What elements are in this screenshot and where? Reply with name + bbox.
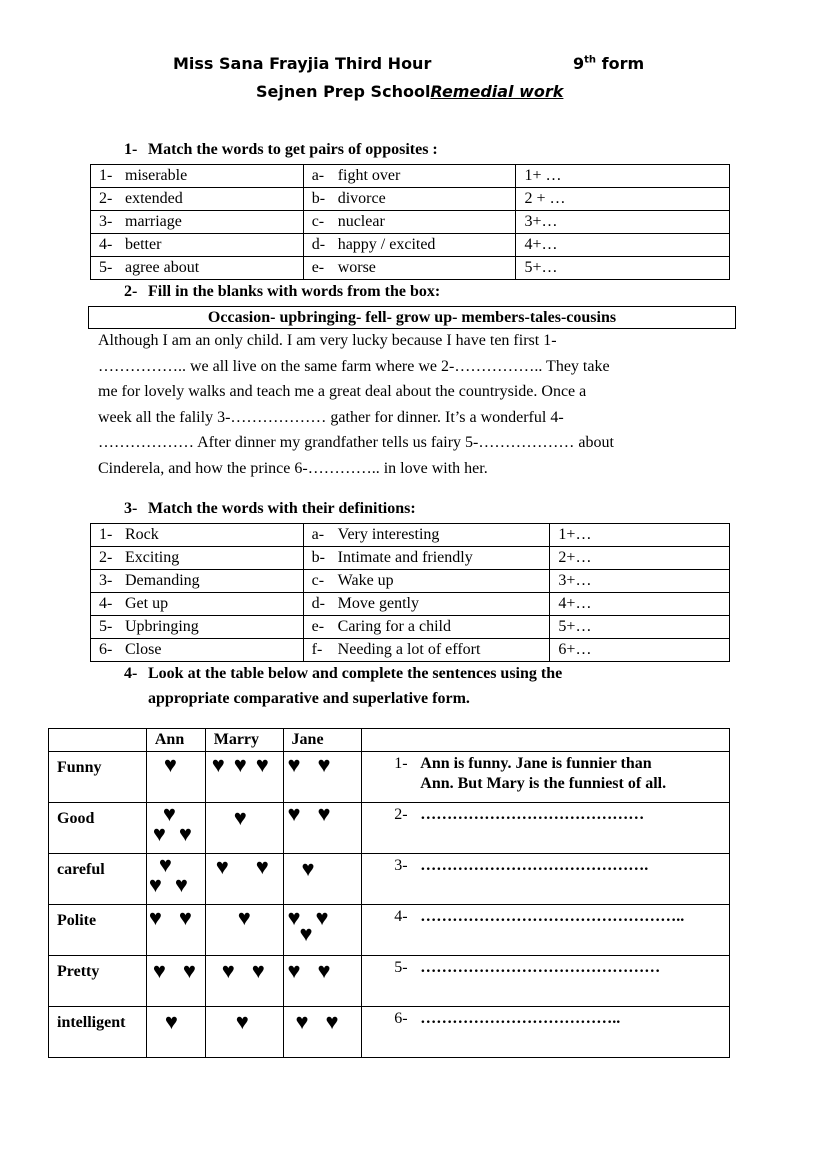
definition-row: [91, 524, 730, 547]
sentence-cell[interactable]: [362, 854, 730, 905]
heart-icon: ♥: [287, 905, 301, 930]
term-cell: [91, 570, 304, 593]
answer-cell[interactable]: 5+…: [550, 616, 730, 639]
sentence-number: 6-: [394, 1010, 408, 1027]
heart-icon: ♥: [251, 958, 265, 983]
term-cell: [91, 234, 304, 257]
answer-cell[interactable]: 1+…: [550, 524, 730, 547]
term-text: agree about: [125, 259, 200, 276]
match-letter: c-: [311, 572, 325, 589]
term-cell: [91, 188, 304, 211]
match-letter: b-: [311, 549, 325, 566]
match-letter: c-: [311, 213, 325, 230]
col-header-sentences: [362, 729, 730, 752]
question-1-title: 1- Match the words to get pairs of opposites :: [124, 141, 438, 158]
hearts-cell-marry: [205, 905, 283, 956]
hearts-cell-ann: [146, 752, 205, 803]
hearts-cell-jane: [283, 905, 362, 956]
heart-icon: ♥: [325, 1009, 339, 1034]
comparison-row: [49, 854, 730, 905]
sentence-number: 1-: [394, 755, 408, 772]
heart-icon: ♥: [174, 872, 188, 897]
hearts-cell-marry: [205, 956, 283, 1007]
opposite-row: [91, 257, 730, 280]
heart-icon: ♥: [301, 856, 315, 881]
match-text: fight over: [337, 167, 401, 184]
col-header-jane: Jane: [283, 729, 362, 752]
hearts-cell-ann: [146, 956, 205, 1007]
word-box: Occasion- upbringing- fell- grow up- members-tales-cousins: [88, 306, 736, 329]
hearts-cell-marry: [205, 803, 283, 854]
term-number: 6-: [99, 641, 113, 658]
comparison-row: [49, 1007, 730, 1058]
comparison-row: [49, 803, 730, 854]
adjective-label: Funny: [49, 752, 147, 803]
heart-icon: ♥: [221, 958, 235, 983]
match-text: nuclear: [337, 213, 385, 230]
hearts-cell-marry: [205, 854, 283, 905]
hearts-cell-marry: [205, 1007, 283, 1058]
sentence-number: 2-: [394, 806, 408, 823]
paragraph-line: me for lovely walks and teach me a great deal about the countryside. Once a: [98, 383, 587, 401]
sentence-cell[interactable]: [362, 803, 730, 854]
sentence-line-1: ……………………………………: [420, 806, 645, 823]
sentence-line-1: ………………………………………: [420, 959, 661, 976]
term-number: 5-: [99, 618, 113, 635]
term-text: Get up: [125, 595, 169, 612]
hearts-cell-jane: [283, 1007, 362, 1058]
hearts-cell-ann: [146, 905, 205, 956]
heart-icon: ♥: [237, 905, 251, 930]
term-text: Upbringing: [125, 618, 199, 635]
paragraph-line: …………….. we all live on the same farm where we 2-…………….. They take: [98, 357, 610, 375]
match-cell: [303, 547, 550, 570]
hearts-cell-marry: [205, 752, 283, 803]
hearts-cell-ann: [146, 854, 205, 905]
sentence-line-1: …………………………………………..: [420, 908, 685, 925]
term-text: marriage: [125, 213, 182, 230]
match-cell: [303, 593, 550, 616]
match-text: Intimate and friendly: [337, 549, 473, 566]
hearts-cell-jane: [283, 956, 362, 1007]
match-letter: f-: [311, 641, 323, 658]
heart-icon: ♥: [287, 801, 301, 826]
term-cell: [91, 165, 304, 188]
col-header-ann: Ann: [146, 729, 205, 752]
school-name: Sejnen Prep School: [256, 82, 431, 101]
heart-icon: ♥: [315, 905, 329, 930]
comparison-row: [49, 905, 730, 956]
heart-icon: ♥: [235, 1009, 249, 1034]
adjective-label: Polite: [49, 905, 147, 956]
match-cell: [303, 234, 516, 257]
hearts-cell-jane: [283, 803, 362, 854]
heart-icon: ♥: [178, 905, 192, 930]
term-text: Exciting: [125, 549, 180, 566]
match-cell: [303, 188, 516, 211]
match-text: worse: [337, 259, 376, 276]
term-text: Demanding: [125, 572, 200, 589]
teacher-hour: Miss Sana Frayjia Third Hour: [173, 54, 432, 73]
term-text: Rock: [125, 526, 159, 543]
paragraph-line: Although I am an only child. I am very lucky because I have ten first 1-: [98, 332, 557, 349]
term-cell: [91, 211, 304, 234]
match-text: happy / excited: [337, 236, 436, 253]
term-number: 3-: [99, 572, 113, 589]
paragraph-line: Cinderela, and how the prince 6-………….. in love with her.: [98, 459, 488, 477]
match-text: divorce: [337, 190, 386, 207]
heart-icon: ♥: [295, 1009, 309, 1034]
sentence-cell[interactable]: [362, 752, 730, 803]
term-text: extended: [125, 190, 183, 207]
match-letter: e-: [311, 259, 325, 276]
term-number: 4-: [99, 236, 113, 253]
match-cell: [303, 616, 550, 639]
paragraph-line: week all the falily 3-……………… gather for dinner. It’s a wonderful 4-: [98, 408, 564, 426]
heart-icon: ♥: [148, 905, 162, 930]
sentence-line-1: …………………………………….: [420, 857, 649, 874]
header-line-1: [173, 54, 645, 73]
heart-icon: ♥: [287, 752, 301, 777]
sentence-cell[interactable]: [362, 905, 730, 956]
hearts-cell-jane: [283, 752, 362, 803]
match-letter: b-: [311, 190, 326, 207]
hearts-cell-jane: [283, 854, 362, 905]
definition-row: [91, 547, 730, 570]
adjective-label: intelligent: [49, 1007, 147, 1058]
match-text: Needing a lot of effort: [337, 641, 481, 658]
remedial-work-title: Remedial work: [430, 82, 564, 101]
heart-icon: ♥: [317, 958, 331, 983]
heart-icon: ♥: [152, 958, 166, 983]
heart-icon: ♥: [233, 752, 247, 777]
heart-icon: ♥: [255, 752, 269, 777]
heart-icon: ♥: [178, 821, 192, 846]
answer-cell[interactable]: 2 + …: [516, 188, 730, 211]
heart-icon: ♥: [287, 958, 301, 983]
term-text: miserable: [125, 167, 188, 184]
hearts-cell-ann: [146, 1007, 205, 1058]
match-letter: a-: [311, 167, 325, 184]
match-letter: d-: [311, 236, 326, 253]
sentence-line-2: Ann. But Mary is the funniest of all.: [420, 775, 667, 792]
opposite-row: [91, 165, 730, 188]
answer-cell[interactable]: 1+ …: [516, 165, 730, 188]
answer-cell[interactable]: 5+…: [516, 257, 730, 280]
definition-row: [91, 593, 730, 616]
form-label: 9th form: [573, 54, 645, 73]
answer-cell[interactable]: 3+…: [516, 211, 730, 234]
question-2-title: 2- Fill in the blanks with words from the box:: [124, 283, 441, 300]
heart-icon: ♥: [158, 852, 172, 877]
definitions-table: [90, 523, 730, 662]
answer-cell[interactable]: 6+…: [550, 639, 730, 662]
definition-row: [91, 616, 730, 639]
comparison-row: [49, 752, 730, 803]
answer-cell[interactable]: 4+…: [516, 234, 730, 257]
fill-in-paragraph: [98, 328, 738, 482]
opposites-table: [90, 164, 730, 280]
sentence-cell[interactable]: [362, 956, 730, 1007]
sentence-number: 5-: [394, 959, 408, 976]
heart-icon: ♥: [182, 958, 196, 983]
heart-icon: ♥: [317, 752, 331, 777]
term-number: 1-: [99, 167, 113, 184]
definition-row: [91, 570, 730, 593]
opposite-row: [91, 188, 730, 211]
question-4-title: 4- Look at the table below and complete the sentences using the: [124, 665, 563, 682]
term-cell: [91, 547, 304, 570]
match-letter: d-: [311, 595, 325, 612]
match-cell: [303, 570, 550, 593]
sentence-cell[interactable]: [362, 1007, 730, 1058]
match-text: Wake up: [337, 572, 394, 589]
heart-icon: ♥: [215, 854, 229, 879]
heart-icon: ♥: [164, 1009, 178, 1034]
adjective-label: Good: [49, 803, 147, 854]
match-cell: [303, 639, 550, 662]
answer-cell[interactable]: 3+…: [550, 570, 730, 593]
heart-icon: ♥: [148, 872, 162, 897]
term-cell: [91, 257, 304, 280]
term-number: 2-: [99, 190, 113, 207]
adjective-label: Pretty: [49, 956, 147, 1007]
term-cell: [91, 524, 304, 547]
term-number: 4-: [99, 595, 113, 612]
question-3-title: 3- Match the words with their definitions:: [124, 500, 416, 517]
heart-icon: ♥: [211, 752, 225, 777]
header-line-2: [256, 82, 563, 101]
sentence-line-1: Ann is funny. Jane is funnier than: [420, 755, 652, 772]
term-cell: [91, 639, 304, 662]
term-cell: [91, 616, 304, 639]
heart-icon: ♥: [152, 821, 166, 846]
term-text: Close: [125, 641, 162, 658]
match-cell: [303, 257, 516, 280]
match-text: Caring for a child: [337, 618, 451, 635]
term-text: better: [125, 236, 162, 253]
col-header-marry: Marry: [205, 729, 283, 752]
comparison-row: [49, 956, 730, 1007]
term-number: 5-: [99, 259, 113, 276]
heart-icon: ♥: [163, 752, 177, 777]
match-letter: e-: [311, 618, 325, 635]
heart-icon: ♥: [162, 801, 176, 826]
sentence-number: 4-: [394, 908, 408, 925]
heart-icon: ♥: [299, 921, 313, 946]
question-4-title-2: appropriate comparative and superlative form.: [148, 690, 470, 707]
heart-icon: ♥: [317, 801, 331, 826]
heart-icon: ♥: [233, 805, 247, 830]
term-number: 2-: [99, 549, 113, 566]
term-number: 1-: [99, 526, 113, 543]
match-cell: [303, 524, 550, 547]
heart-icon: ♥: [255, 854, 269, 879]
answer-cell[interactable]: 4+…: [550, 593, 730, 616]
comparison-table: [48, 728, 730, 1058]
paragraph-line: ……………… After dinner my grandfather tells us fairy 5-……………… about: [98, 434, 614, 452]
corner-cell: [49, 729, 147, 752]
match-letter: a-: [311, 526, 325, 543]
match-cell: [303, 165, 516, 188]
adjective-label: careful: [49, 854, 147, 905]
answer-cell[interactable]: 2+…: [550, 547, 730, 570]
opposite-row: [91, 211, 730, 234]
definition-row: [91, 639, 730, 662]
sentence-line-1: ………………………………..: [420, 1010, 621, 1027]
term-number: 3-: [99, 213, 113, 230]
sentence-number: 3-: [394, 857, 408, 874]
match-text: Move gently: [337, 595, 419, 612]
hearts-cell-ann: [146, 803, 205, 854]
match-cell: [303, 211, 516, 234]
opposite-row: [91, 234, 730, 257]
match-text: Very interesting: [337, 526, 440, 543]
term-cell: [91, 593, 304, 616]
